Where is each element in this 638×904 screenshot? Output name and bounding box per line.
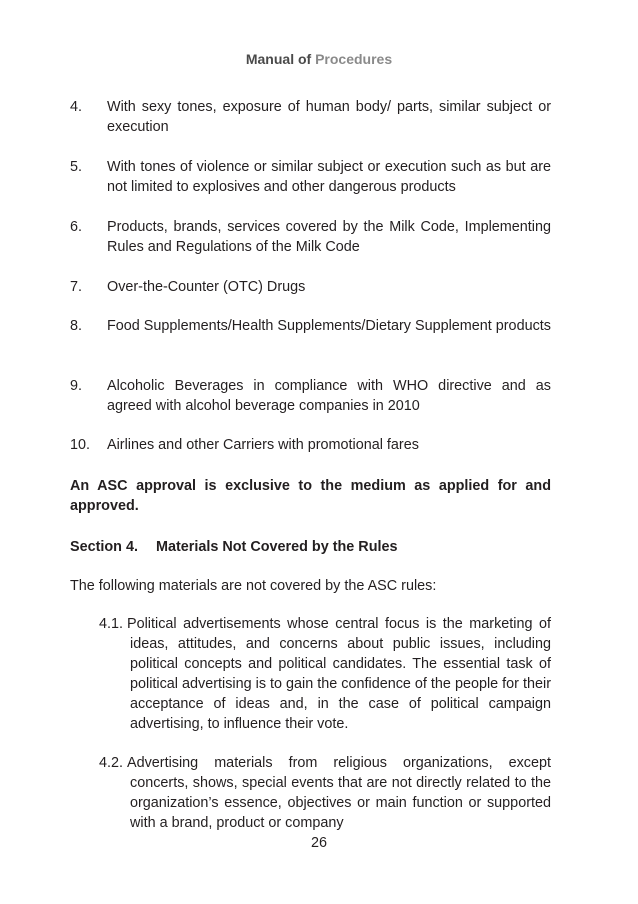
header-subtitle: Procedures xyxy=(315,51,393,67)
list-item-7 xyxy=(70,277,551,297)
list-item-number: 4. xyxy=(70,99,83,115)
list-item-number: 7. xyxy=(70,279,83,295)
list-item-9 xyxy=(70,376,551,416)
list-item-number: 8. xyxy=(70,318,83,334)
list-item-text: Products, brands, services covered by the Milk Code, Implementing Rules and Regulations of the Milk Code xyxy=(107,219,551,255)
sub-item-number: 4.2. xyxy=(99,755,124,771)
approval-note: An ASC approval is exclusive to the medium as applied for and approved. xyxy=(70,478,551,514)
section-label: Section 4. xyxy=(70,539,138,555)
list-item-6 xyxy=(70,217,551,257)
list-item-text: With tones of violence or similar subject or execution such as but are not limited to explosives and other dangerous products xyxy=(107,159,551,195)
list-item-text: Over-the-Counter (OTC) Drugs xyxy=(107,279,306,295)
list-item-text: Food Supplements/Health Supplements/Dietary Supplement products xyxy=(107,318,551,334)
list-item-8 xyxy=(70,316,551,336)
list-item-number: 9. xyxy=(70,378,83,394)
sub-item-number: 4.1. xyxy=(99,616,124,632)
sub-item-text xyxy=(99,753,551,833)
header-title: Manual of xyxy=(245,51,312,67)
list-item-5 xyxy=(70,157,551,197)
list-item-text: With sexy tones, exposure of human body/ parts, similar subject or execution xyxy=(107,99,551,135)
list-item-10 xyxy=(70,435,551,455)
page-number: 26 xyxy=(310,835,327,851)
sub-item-text xyxy=(99,614,551,734)
sub-item-4-2 xyxy=(99,753,551,833)
list-item-number: 10. xyxy=(70,437,91,453)
list-item-text: Airlines and other Carriers with promotional fares xyxy=(107,437,419,453)
section-heading xyxy=(70,537,551,557)
sub-item-body: Advertising materials from religious organizations, except concerts, shows, special events that are not directly related to the organization’s essence, objectives or main function or supported with a brand, product or company xyxy=(127,755,551,831)
sub-item-4-1 xyxy=(99,614,551,734)
section-intro: The following materials are not covered by the ASC rules: xyxy=(70,578,437,594)
list-item-text: Alcoholic Beverages in compliance with WHO directive and as agreed with alcohol beverage companies in 2010 xyxy=(107,378,551,414)
list-item-4 xyxy=(70,97,551,137)
list-item-number: 6. xyxy=(70,219,83,235)
sub-item-body: Political advertisements whose central focus is the marketing of ideas, attitudes, and concerns about public issues, including political concepts and political candidates. The essential task of political advertising is to gain the confidence of the people for their acceptance of ideas and, in the case of political campaign advertising, to influence their vote. xyxy=(127,616,551,732)
page-header xyxy=(0,49,638,69)
list-item-number: 5. xyxy=(70,159,83,175)
section-title: Materials Not Covered by the Rules xyxy=(155,539,398,555)
